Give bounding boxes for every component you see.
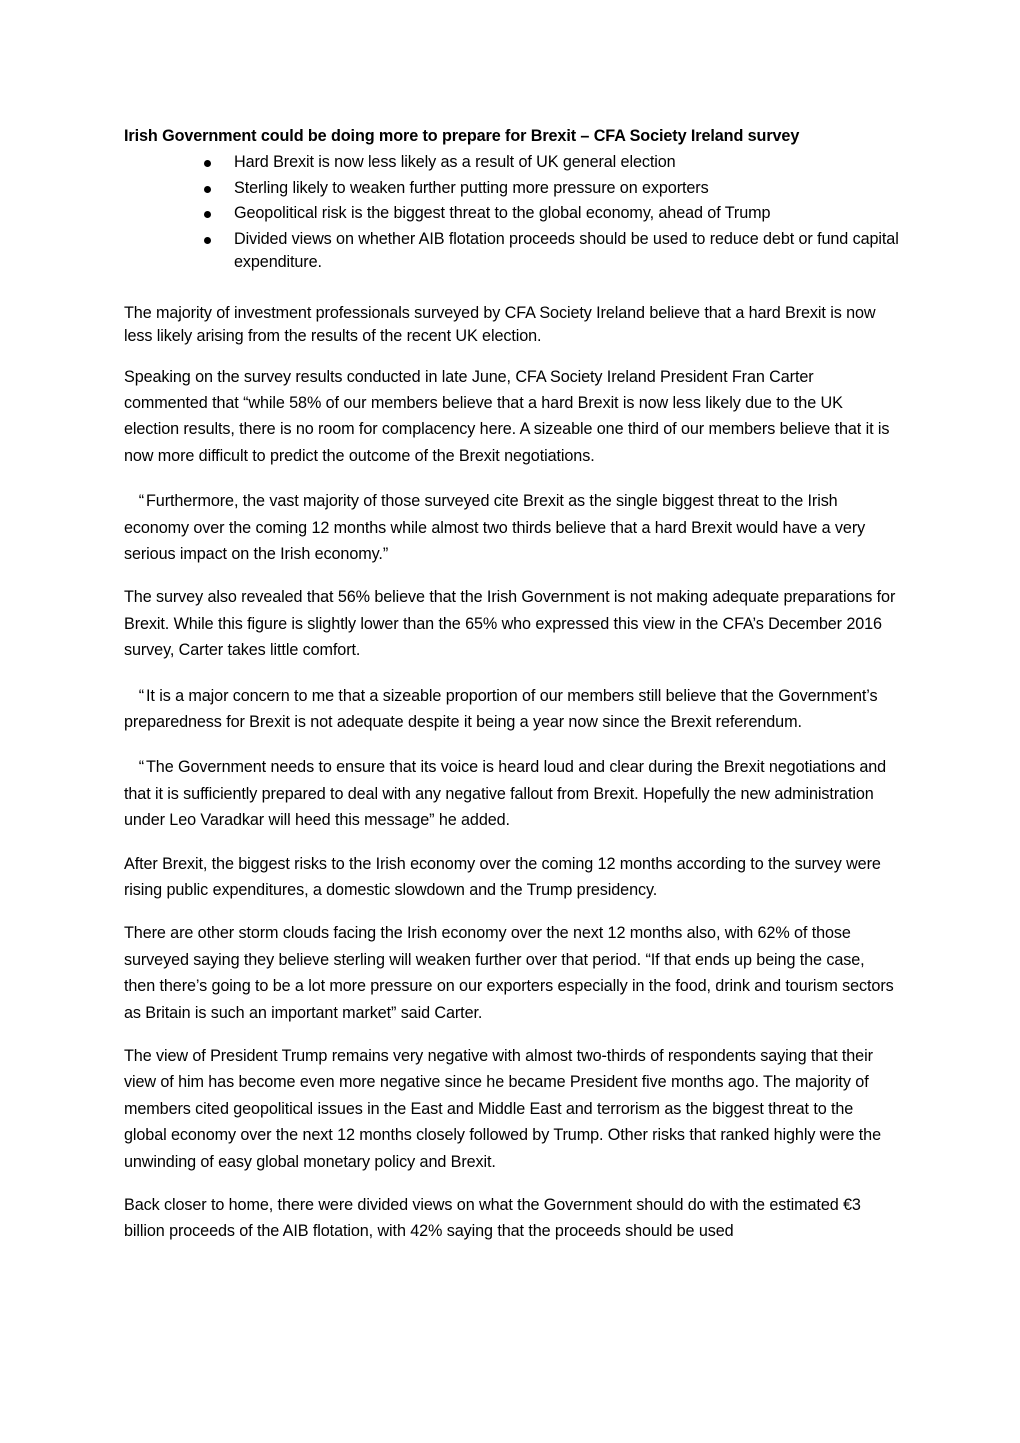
bullet-text: Sterling likely to weaken further putting more pressure on exporters xyxy=(234,178,709,197)
paragraph-aib-flotation: Back closer to home, there were divided views on what the Government should do with the estimated €3 billion proceeds of the AIB flotation, with 42% saying that the proceeds should be used xyxy=(124,1196,861,1241)
paragraph-text: The Government needs to ensure that its voice is heard loud and clear during the Brexit negotiations and that it is sufficiently prepared to deal with any negative fallout from Brexit. Hopefully the new administration under Leo Varadkar will heed this message” he added. xyxy=(124,758,887,830)
quote-mark: “ xyxy=(138,758,144,777)
quote-mark: “ xyxy=(138,686,144,705)
paragraph-major-concern xyxy=(124,683,899,736)
paragraph-government-voice xyxy=(124,754,899,833)
bullet-icon xyxy=(204,237,211,244)
paragraph-storm-clouds: There are other storm clouds facing the Irish economy over the next 12 months also, with 62% of those surveyed saying they believe sterling will weaken further over that period. “If that ends up being the case, then there’s going to be a lot more pressure on our exporters especially in the food, drink and tourism sectors as Britain is such an important market” said Carter. xyxy=(124,924,894,1022)
bullet-icon xyxy=(204,186,211,193)
headline: Irish Government could be doing more to prepare for Brexit – CFA Society Ireland survey xyxy=(124,127,800,145)
paragraph-biggest-risks: After Brexit, the biggest risks to the Irish economy over the coming 12 months according to the survey were rising public expenditures, a domestic slowdown and the Trump presidency. xyxy=(124,854,881,899)
paragraph-government-preparation: The survey also revealed that 56% believe that the Irish Government is not making adequate preparations for Brexit. While this figure is slightly lower than the 65% who expressed this view in the CFA’s December 2016 survey, Carter takes little comfort. xyxy=(124,588,896,660)
document-page xyxy=(124,125,899,1245)
bullet-text: Divided views on whether AIB flotation proceeds should be used to reduce debt or fund capital expenditure. xyxy=(234,229,899,271)
list-item xyxy=(234,228,899,275)
list-item xyxy=(234,177,899,201)
paragraph-trump-view: The view of President Trump remains very negative with almost two-thirds of respondents saying that their view of him has become even more negative since he became President five months ago. The majority of members cited geopolitical issues in the East and Middle East and terrorism as the biggest threat to the global economy over the next 12 months closely followed by Trump. Other risks that ranked highly were the unwinding of easy global monetary policy and Brexit. xyxy=(124,1047,881,1171)
paragraph-text: It is a major concern to me that a sizeable proportion of our members still believe that the Government’s preparedness for Brexit is not adequate despite it being a year now since the Brexit referendum. xyxy=(124,686,878,731)
paragraph-text: Furthermore, the vast majority of those surveyed cite Brexit as the single biggest threat to the Irish economy over the coming 12 months while almost two thirds believe that a hard Brexit would have a very serious impact on the Irish economy.” xyxy=(124,492,866,563)
list-item xyxy=(234,151,899,175)
paragraph-brexit-threat xyxy=(124,488,899,567)
bullet-icon xyxy=(204,211,211,218)
key-points-list xyxy=(124,151,899,275)
paragraph-carter-comment: Speaking on the survey results conducted in late June, CFA Society Ireland President Fran Carter commented that “while 58% of our members believe that a hard Brexit is now less likely due to the UK election results, there is no room for complacency here. A sizeable one third of our members believe that it is now more difficult to predict the outcome of the Brexit negotiations. xyxy=(124,367,890,465)
bullet-text: Geopolitical risk is the biggest threat to the global economy, ahead of Trump xyxy=(234,204,771,222)
paragraph-intro: The majority of investment professionals surveyed by CFA Society Ireland believe that a hard Brexit is now less likely arising from the results of the recent UK election. xyxy=(124,303,876,345)
bullet-icon xyxy=(204,160,211,167)
quote-mark: “ xyxy=(138,492,144,511)
list-item xyxy=(234,202,899,226)
bullet-text: Hard Brexit is now less likely as a result of UK general election xyxy=(234,153,676,171)
